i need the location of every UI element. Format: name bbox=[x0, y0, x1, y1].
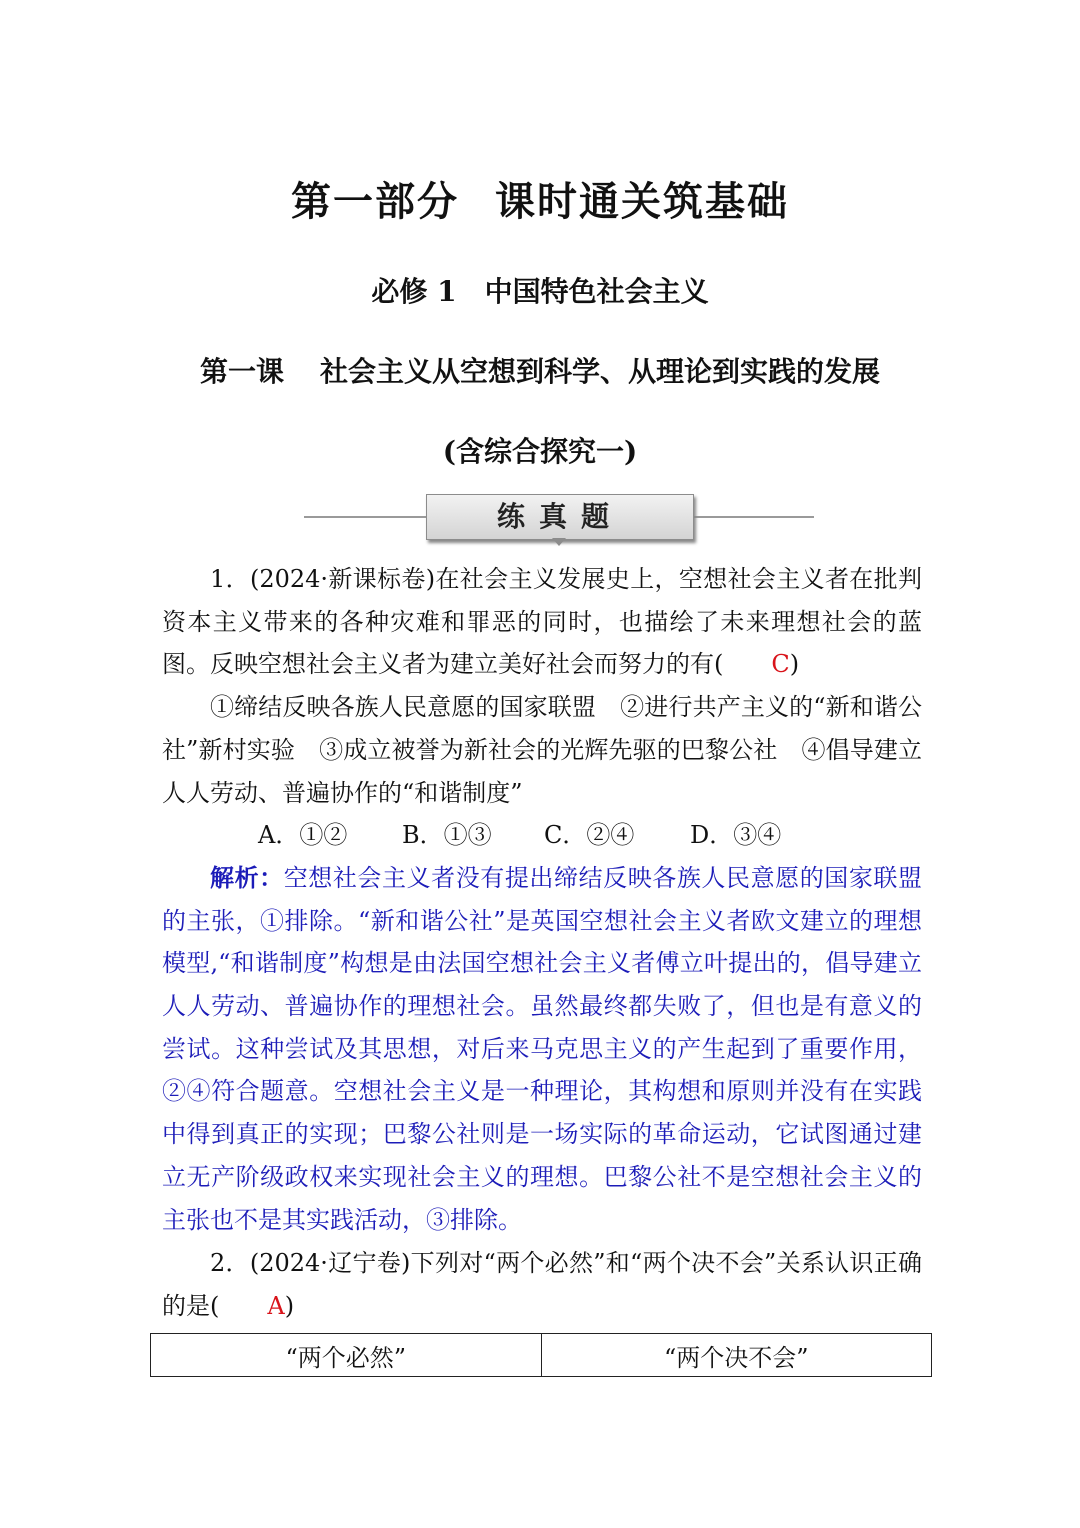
lesson-subtitle: (含综合探究一) bbox=[442, 435, 638, 468]
banner-pointer bbox=[552, 538, 566, 546]
banner-rule-left bbox=[304, 516, 426, 518]
section-banner: 练真题 bbox=[426, 494, 694, 540]
option-c: C．②④ bbox=[544, 821, 635, 850]
question-1-options bbox=[162, 814, 922, 857]
part-title: 第一部分 课时通关筑基础 bbox=[291, 178, 789, 225]
question-1-items: ①缔结反映各族人民意愿的国家联盟 ②进行共产主义的“新和谐公社”新村实验 ③成立被誉为新社会的光辉先驱的巴黎公社 ④倡导建立人人劳动、普遍协作的“和谐制度” bbox=[162, 693, 922, 807]
module-title: 必修 1 中国特色社会主义 bbox=[371, 275, 709, 308]
comparison-table bbox=[150, 1333, 932, 1377]
question-1-explanation: 解析：空想社会主义者没有提出缔结反映各族人民意愿的国家联盟的主张，①排除。“新和谐公社”是英国空想社会主义者欧文建立的理想模型,“和谐制度”构想是由法国空想社会主义者傅立叶提出的，倡导建立人人劳动、普遍协作的理想社会。虽然最终都失败了，但也是有意义的尝试。这种尝试及其思想，对后来马克思主义的产生起到了重要作用，②④符合题意。空想社会主义是一种理论，其构想和原则并没有在实践中得到真正的实现；巴黎公社则是一场实际的革命运动，它试图通过建立无产阶级政权来实现社会主义的理想。巴黎公社不是空想社会主义的主张也不是其实践活动，③排除。 bbox=[162, 862, 923, 1234]
table-header-cell: “两个决不会” bbox=[541, 1334, 932, 1377]
question-1-answer: C bbox=[771, 650, 790, 679]
lesson-title: 第一课 社会主义从空想到科学、从理论到实践的发展 bbox=[199, 355, 881, 388]
question-1 bbox=[162, 558, 922, 1241]
option-d: D．③④ bbox=[690, 821, 782, 850]
question-2 bbox=[162, 1242, 922, 1327]
option-b: B．①③ bbox=[402, 821, 492, 850]
explanation-label: 解析： bbox=[210, 862, 284, 892]
option-a: A．①② bbox=[258, 821, 348, 850]
question-1-stem: 1．(2024·新课标卷)在社会主义发展史上，空想社会主义者在批判资本主义带来的各种灾难和罪恶的同时，也描绘了未来理想社会的蓝图。反映空想社会主义者为建立美好社会而努力的有( C) bbox=[162, 558, 922, 686]
question-2-stem: 2．(2024·辽宁卷)下列对“两个必然”和“两个决不会”关系认识正确的是( A) bbox=[162, 1242, 922, 1327]
table-header-cell: “两个必然” bbox=[151, 1334, 542, 1377]
question-2-answer: A bbox=[267, 1291, 285, 1320]
table-header-row bbox=[151, 1334, 932, 1377]
banner-rule-right bbox=[692, 516, 814, 518]
